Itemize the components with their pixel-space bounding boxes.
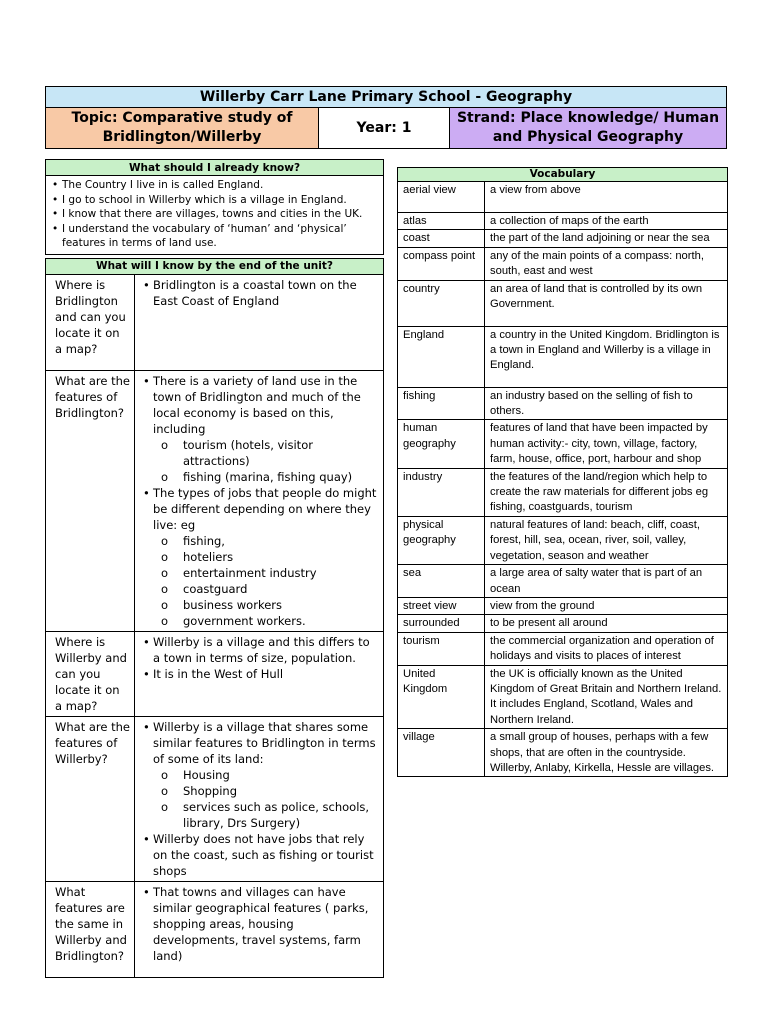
outcome-answer-list bbox=[143, 719, 379, 879]
vocab-definition: the features of the land/region which help to create the raw materials for different jobs eg fishing, coastguards, tourism bbox=[485, 468, 728, 516]
vocab-row bbox=[398, 516, 728, 564]
outcome-sub-item: o services such as police, schools, library, Drs Surgery) bbox=[153, 799, 379, 831]
outcome-answer bbox=[135, 371, 384, 632]
outcome-row bbox=[46, 632, 384, 717]
vocab-term: village bbox=[398, 729, 485, 777]
outcome-sub-item: o fishing, bbox=[153, 533, 379, 549]
prior-knowledge-item: • The Country I live in is called England. bbox=[52, 178, 379, 193]
outcome-bullet bbox=[143, 719, 379, 831]
vocabulary-table bbox=[397, 167, 728, 777]
vocab-term: country bbox=[398, 280, 485, 326]
prior-knowledge-table bbox=[45, 159, 384, 255]
outcome-bullet-text: Willerby is a village that shares some similar features to Bridlington in terms of some of its land: bbox=[153, 720, 376, 766]
vocab-row bbox=[398, 247, 728, 280]
outcome-question: Where is Bridlington and can you locate it on a map? bbox=[46, 275, 135, 371]
strand-cell: Strand: Place knowledge/ Human and Physical Geography bbox=[450, 108, 727, 149]
outcome-answer bbox=[135, 882, 384, 978]
learning-outcomes-heading: What will I know by the end of the unit? bbox=[46, 259, 384, 275]
page-title: Willerby Carr Lane Primary School - Geography bbox=[46, 87, 727, 108]
vocab-definition: any of the main points of a compass: north, south, east and west bbox=[485, 247, 728, 280]
vocab-row bbox=[398, 729, 728, 777]
outcome-sub-item: o government workers. bbox=[153, 613, 379, 629]
prior-knowledge-item: • I know that there are villages, towns and cities in the UK. bbox=[52, 207, 379, 222]
outcome-sub-list bbox=[153, 533, 379, 629]
outcome-bullet bbox=[143, 831, 379, 879]
vocab-row bbox=[398, 565, 728, 598]
vocab-term: aerial view bbox=[398, 182, 485, 213]
prior-knowledge-item: • I understand the vocabulary of ‘human’ and ‘physical’ features in terms of land use. bbox=[52, 222, 379, 251]
prior-knowledge-heading: What should I already know? bbox=[46, 160, 384, 176]
vocab-row bbox=[398, 326, 728, 387]
outcome-bullet bbox=[143, 634, 379, 666]
outcome-row bbox=[46, 882, 384, 978]
outcome-question: What are the features of Bridlington? bbox=[46, 371, 135, 632]
outcome-row bbox=[46, 371, 384, 632]
vocab-term: street view bbox=[398, 597, 485, 614]
header-table bbox=[45, 86, 727, 149]
vocab-row bbox=[398, 182, 728, 213]
learning-outcomes-table bbox=[45, 258, 384, 978]
vocab-definition: an area of land that is controlled by its own Government. bbox=[485, 280, 728, 326]
outcome-question: What features are the same in Willerby and Bridlington? bbox=[46, 882, 135, 978]
vocab-definition: a collection of maps of the earth bbox=[485, 213, 728, 230]
vocab-term: surrounded bbox=[398, 615, 485, 632]
vocab-row bbox=[398, 213, 728, 230]
vocab-definition: a country in the United Kingdom. Bridlington is a town in England and Willerby is a village in England. bbox=[485, 326, 728, 387]
outcome-bullet-text: The types of jobs that people do might be different depending on where they live: eg bbox=[153, 486, 377, 532]
vocab-term: atlas bbox=[398, 213, 485, 230]
outcome-sub-item: o business workers bbox=[153, 597, 379, 613]
vocab-definition: to be present all around bbox=[485, 615, 728, 632]
outcome-answer-list bbox=[143, 884, 379, 964]
outcome-bullet-text: It is in the West of Hull bbox=[153, 667, 284, 681]
prior-knowledge-list bbox=[52, 178, 379, 251]
outcome-row bbox=[46, 275, 384, 371]
outcome-sub-list bbox=[153, 767, 379, 831]
vocab-term: physical geography bbox=[398, 516, 485, 564]
outcome-bullet bbox=[143, 666, 379, 682]
vocab-definition: view from the ground bbox=[485, 597, 728, 614]
vocab-row bbox=[398, 230, 728, 247]
vocab-row bbox=[398, 468, 728, 516]
vocab-term: sea bbox=[398, 565, 485, 598]
vocab-row bbox=[398, 597, 728, 614]
outcome-sub-item: o entertainment industry bbox=[153, 565, 379, 581]
vocab-term: tourism bbox=[398, 632, 485, 665]
outcome-bullet-text: There is a variety of land use in the town of Bridlington and much of the local economy is based on this, including bbox=[153, 374, 361, 436]
vocab-definition: a view from above bbox=[485, 182, 728, 213]
outcome-answer bbox=[135, 632, 384, 717]
vocab-definition: a large area of salty water that is part of an ocean bbox=[485, 565, 728, 598]
vocab-term: coast bbox=[398, 230, 485, 247]
prior-knowledge-item: • I go to school in Willerby which is a village in England. bbox=[52, 193, 379, 208]
vocab-term: United Kingdom bbox=[398, 665, 485, 729]
outcome-bullet bbox=[143, 277, 379, 309]
outcome-answer bbox=[135, 275, 384, 371]
outcome-sub-list bbox=[153, 437, 379, 485]
outcome-answer-list bbox=[143, 634, 379, 682]
outcome-bullet bbox=[143, 373, 379, 485]
outcome-bullet-text: Willerby does not have jobs that rely on the coast, such as fishing or tourist shops bbox=[153, 832, 374, 878]
outcome-answer-list bbox=[143, 373, 379, 629]
outcome-sub-item: o coastguard bbox=[153, 581, 379, 597]
outcome-bullet-text: Willerby is a village and this differs to a town in terms of size, population. bbox=[153, 635, 370, 665]
vocab-definition: the part of the land adjoining or near the sea bbox=[485, 230, 728, 247]
outcome-sub-item: o Shopping bbox=[153, 783, 379, 799]
outcome-sub-item: o tourism (hotels, visitor attractions) bbox=[153, 437, 379, 469]
vocab-definition: a small group of houses, perhaps with a few shops, that are often in the countryside. Willerby, Anlaby, Kirkella, Hessle are villages. bbox=[485, 729, 728, 777]
vocab-row bbox=[398, 280, 728, 326]
vocab-definition: features of land that have been impacted by human activity:- city, town, village, factory, farm, house, office, port, harbour and shop bbox=[485, 420, 728, 468]
vocab-term: industry bbox=[398, 468, 485, 516]
vocab-row bbox=[398, 387, 728, 420]
outcome-question: What are the features of Willerby? bbox=[46, 717, 135, 882]
year-cell: Year: 1 bbox=[319, 108, 450, 149]
vocab-row bbox=[398, 615, 728, 632]
outcome-bullet bbox=[143, 884, 379, 964]
vocab-definition: the UK is officially known as the United Kingdom of Great Britain and Northern Ireland. It includes England, Scotland, Wales and Northern Ireland. bbox=[485, 665, 728, 729]
topic-cell: Topic: Comparative study of Bridlington/Willerby bbox=[46, 108, 319, 149]
vocab-row bbox=[398, 420, 728, 468]
outcome-question: Where is Willerby and can you locate it on a map? bbox=[46, 632, 135, 717]
vocab-definition: natural features of land: beach, cliff, coast, forest, hill, sea, ocean, river, soil, valley, vegetation, season and weather bbox=[485, 516, 728, 564]
outcome-bullet bbox=[143, 485, 379, 629]
vocabulary-heading: Vocabulary bbox=[398, 168, 728, 182]
vocab-term: England bbox=[398, 326, 485, 387]
vocab-row bbox=[398, 632, 728, 665]
outcome-answer bbox=[135, 717, 384, 882]
outcome-sub-item: o hoteliers bbox=[153, 549, 379, 565]
vocab-row bbox=[398, 665, 728, 729]
vocab-definition: an industry based on the selling of fish to others. bbox=[485, 387, 728, 420]
outcome-row bbox=[46, 717, 384, 882]
vocab-term: human geography bbox=[398, 420, 485, 468]
vocab-term: fishing bbox=[398, 387, 485, 420]
outcome-bullet-text: That towns and villages can have similar geographical features ( parks, shopping areas, housing developments, travel systems, farm land) bbox=[153, 885, 369, 963]
vocab-term: compass point bbox=[398, 247, 485, 280]
outcome-bullet-text: Bridlington is a coastal town on the East Coast of England bbox=[153, 278, 357, 308]
outcome-sub-item: o fishing (marina, fishing quay) bbox=[153, 469, 379, 485]
vocab-definition: the commercial organization and operation of holidays and visits to places of interest bbox=[485, 632, 728, 665]
outcome-sub-item: o Housing bbox=[153, 767, 379, 783]
outcome-answer-list bbox=[143, 277, 379, 309]
